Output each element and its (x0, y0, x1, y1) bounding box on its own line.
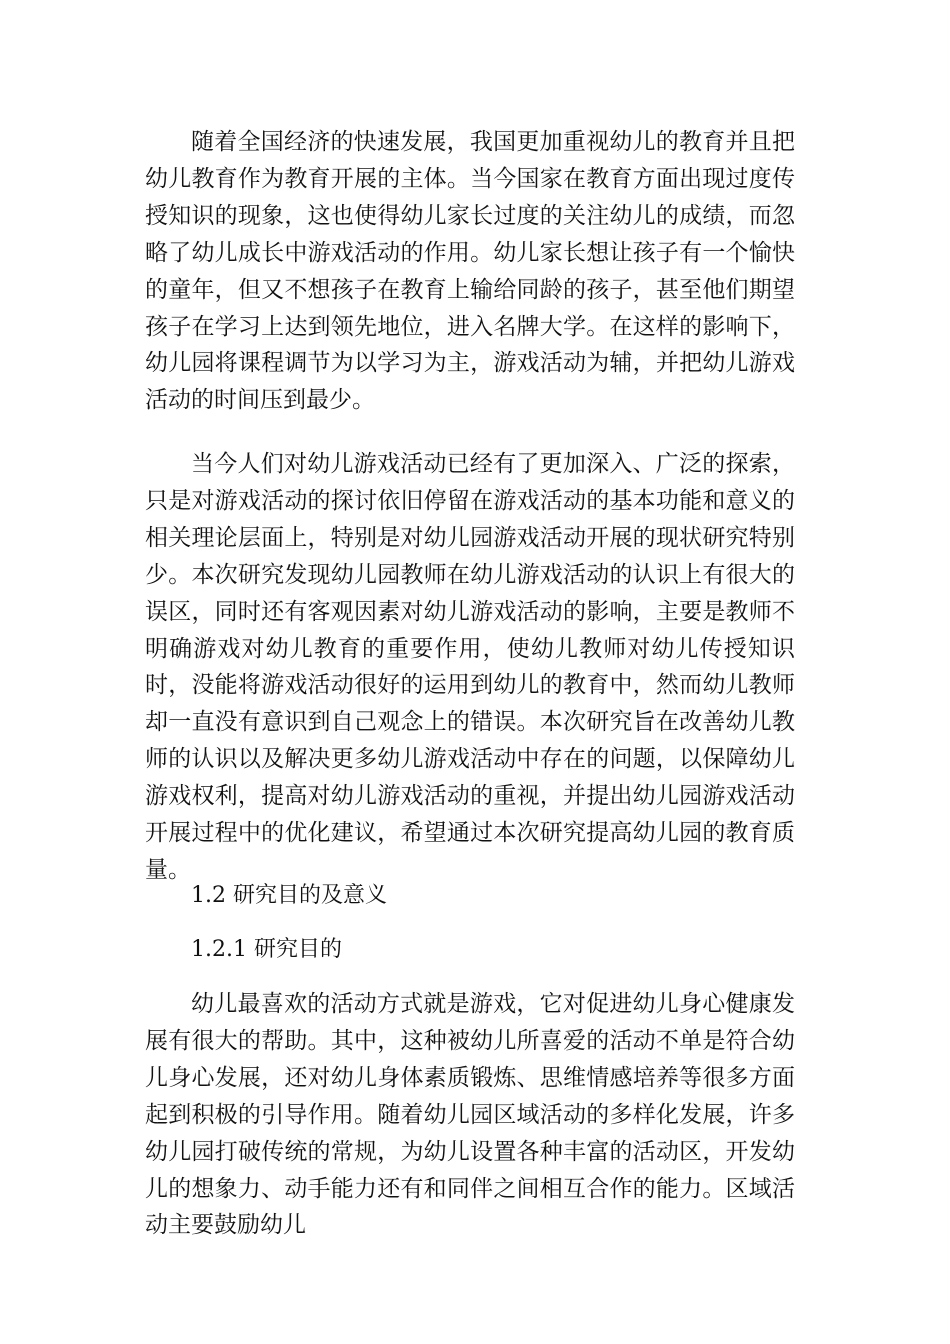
paragraph-research-purpose: 幼儿最喜欢的活动方式就是游戏，它对促进幼儿身心健康发展有很大的帮助。其中，这种被幼儿所喜爱的活动不单是符合幼儿身心发展，还对幼儿身体素质锻炼、思维情感培养等很多方面起到积极的引导作用。随着幼儿园区域活动的多样化发展，许多幼儿园打破传统的常规，为幼儿设置各种丰富的活动区，开发幼儿的想象力、动手能力还有和同伴之间相互合作的能力。区域活动主要鼓励幼儿 (145, 991, 795, 1239)
section-heading: 1.2 研究目的及意义 (191, 883, 387, 908)
paragraph-research-status: 当今人们对幼儿游戏活动已经有了更加深入、广泛的探索，只是对游戏活动的探讨依旧停留在游戏活动的基本功能和意义的相关理论层面上，特别是对幼儿园游戏活动开展的现状研究特别少。本次研究发现幼儿园教师在幼儿游戏活动的认识上有很大的误区，同时还有客观因素对幼儿游戏活动的影响，主要是教师不明确游戏对幼儿教育的重要作用，使幼儿教师对幼儿传授知识时，没能将游戏活动很好的运用到幼儿的教育中，然而幼儿教师却一直没有意识到自己观念上的错误。本次研究旨在改善幼儿教师的认识以及解决更多幼儿游戏活动中存在的问题，以保障幼儿游戏权利，提高对幼儿游戏活动的重视，并提出幼儿园游戏活动开展过程中的优化建议，希望通过本次研究提高幼儿园的教育质量。 (145, 451, 795, 883)
subsection-heading: 1.2.1 研究目的 (191, 937, 342, 962)
paragraph-background: 随着全国经济的快速发展，我国更加重视幼儿的教育并且把幼儿教育作为教育开展的主体。当今国家在教育方面出现过度传授知识的现象，这也使得幼儿家长过度的关注幼儿的成绩，而忽略了幼儿成长中游戏活动的作用。幼儿家长想让孩子有一个愉快的童年，但又不想孩子在教育上输给同龄的孩子，甚至他们期望孩子在学习上达到领先地位，进入名牌大学。在这样的影响下，幼儿园将课程调节为以学习为主，游戏活动为辅，并把幼儿游戏活动的时间压到最少。 (145, 129, 795, 414)
